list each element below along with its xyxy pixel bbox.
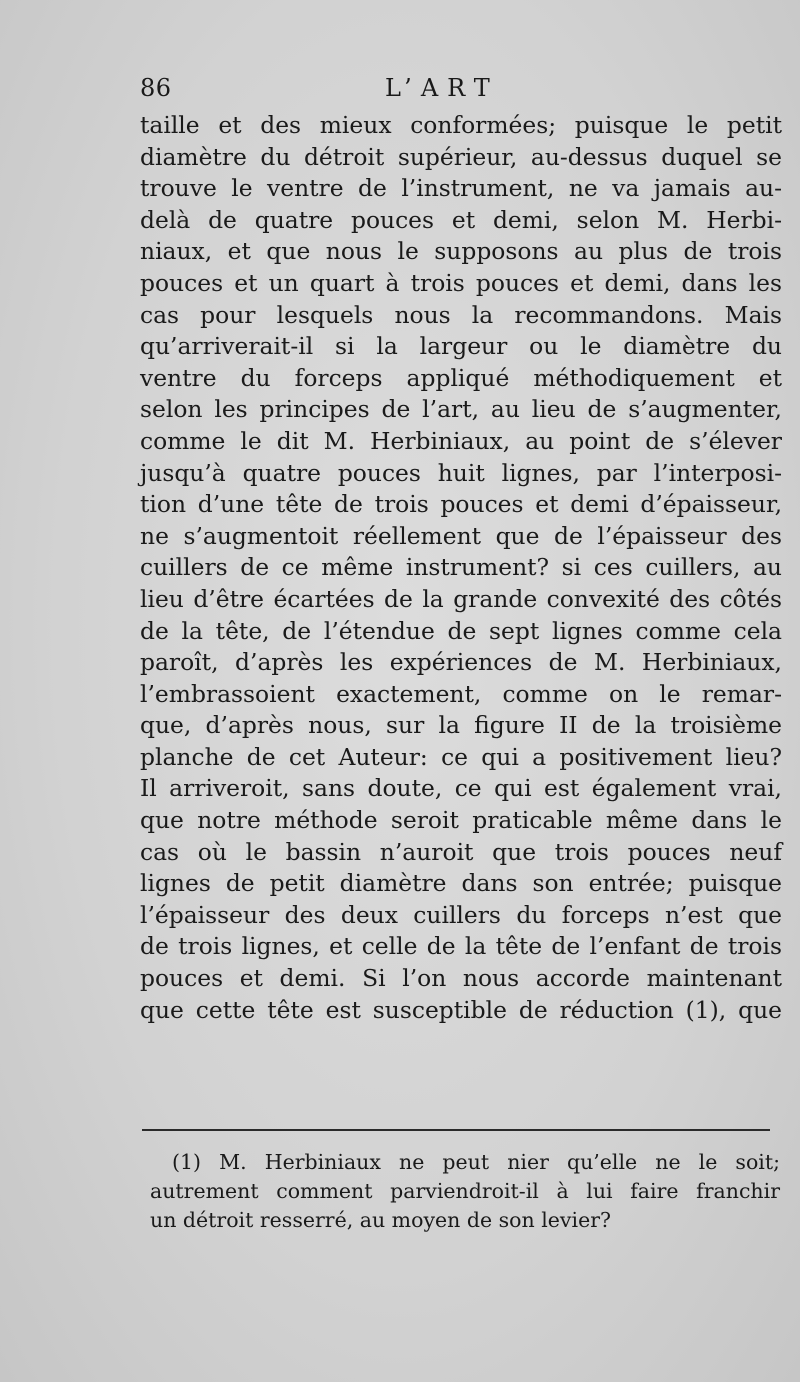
text-line: diamètre du détroit supérieur, au-dessus duquel se xyxy=(140,142,782,171)
text-line: de la tête, de l’étendue de sept lignes comme cela xyxy=(140,616,782,645)
text-line: jusqu’à quatre pouces huit lignes, par l’interposi- xyxy=(140,458,782,487)
text-line: pouces et demi. Si l’on nous accorde maintenant xyxy=(140,964,782,993)
text-line: trouve le ventre de l’instrument, ne va jamais au- xyxy=(140,174,782,203)
text-line: que notre méthode seroit praticable même dans le xyxy=(140,806,782,835)
text-line: planche de cet Auteur: ce qui a positivement lieu? xyxy=(140,742,782,771)
page-number: 86 xyxy=(140,74,172,102)
text-line: taille et des mieux conformées; puisque le petit xyxy=(140,111,782,139)
text-line: lignes de petit diamètre dans son entrée; puisque xyxy=(140,869,782,898)
text-line: paroît, d’après les expériences de M. Herbiniaux, xyxy=(140,648,782,677)
running-head: L’ART xyxy=(385,74,499,102)
footnote xyxy=(150,1148,780,1235)
text-line: niaux, et que nous le supposons au plus de trois xyxy=(140,237,782,266)
text-line: Il arriveroit, sans doute, ce qui est également vrai, xyxy=(140,774,782,803)
text-line: ne s’augmentoit réellement que de l’épaisseur des xyxy=(140,521,782,550)
footnote-line: (1) M. Herbiniaux ne peut nier qu’elle ne le soit; xyxy=(172,1150,780,1174)
footnote-divider xyxy=(142,1129,770,1131)
text-line: que, d’après nous, sur la figure II de la troisième xyxy=(140,711,782,740)
text-line: qu’arriverait-il si la largeur ou le diamètre du xyxy=(140,332,782,361)
text-line: tion d’une tête de trois pouces et demi d’épaisseur, xyxy=(140,490,782,519)
text-line: cas pour lesquels nous la recommandons. Mais xyxy=(140,300,782,329)
footnote-line: autrement comment parviendroit-il à lui faire franchir xyxy=(150,1179,780,1203)
text-line: pouces et un quart à trois pouces et demi, dans les xyxy=(140,268,782,297)
text-line: delà de quatre pouces et demi, selon M. Herbi- xyxy=(140,205,782,234)
text-line: lieu d’être écartées de la grande convexité des côtés xyxy=(140,584,782,613)
footnote-line: un détroit resserré, au moyen de son levier? xyxy=(150,1208,611,1232)
text-line: l’épaisseur des deux cuillers du forceps n’est que xyxy=(140,900,782,929)
text-line: ventre du forceps appliqué méthodiquement et xyxy=(140,363,782,392)
page-header xyxy=(140,74,780,110)
text-line: de trois lignes, et celle de la tête de l’enfant de trois xyxy=(140,932,782,961)
text-line: comme le dit M. Herbiniaux, au point de s’élever xyxy=(140,426,782,455)
text-line: l’embrassoient exactement, comme on le remar- xyxy=(140,679,782,708)
text-line: selon les principes de l’art, au lieu de s’augmenter, xyxy=(140,395,782,424)
text-line: cas où le bassin n’auroit que trois pouces neuf xyxy=(140,837,782,866)
text-line: que cette tête est susceptible de réduction (1), que xyxy=(140,995,782,1024)
text-line: cuillers de ce même instrument? si ces cuillers, au xyxy=(140,553,782,582)
body-text xyxy=(140,110,782,1026)
